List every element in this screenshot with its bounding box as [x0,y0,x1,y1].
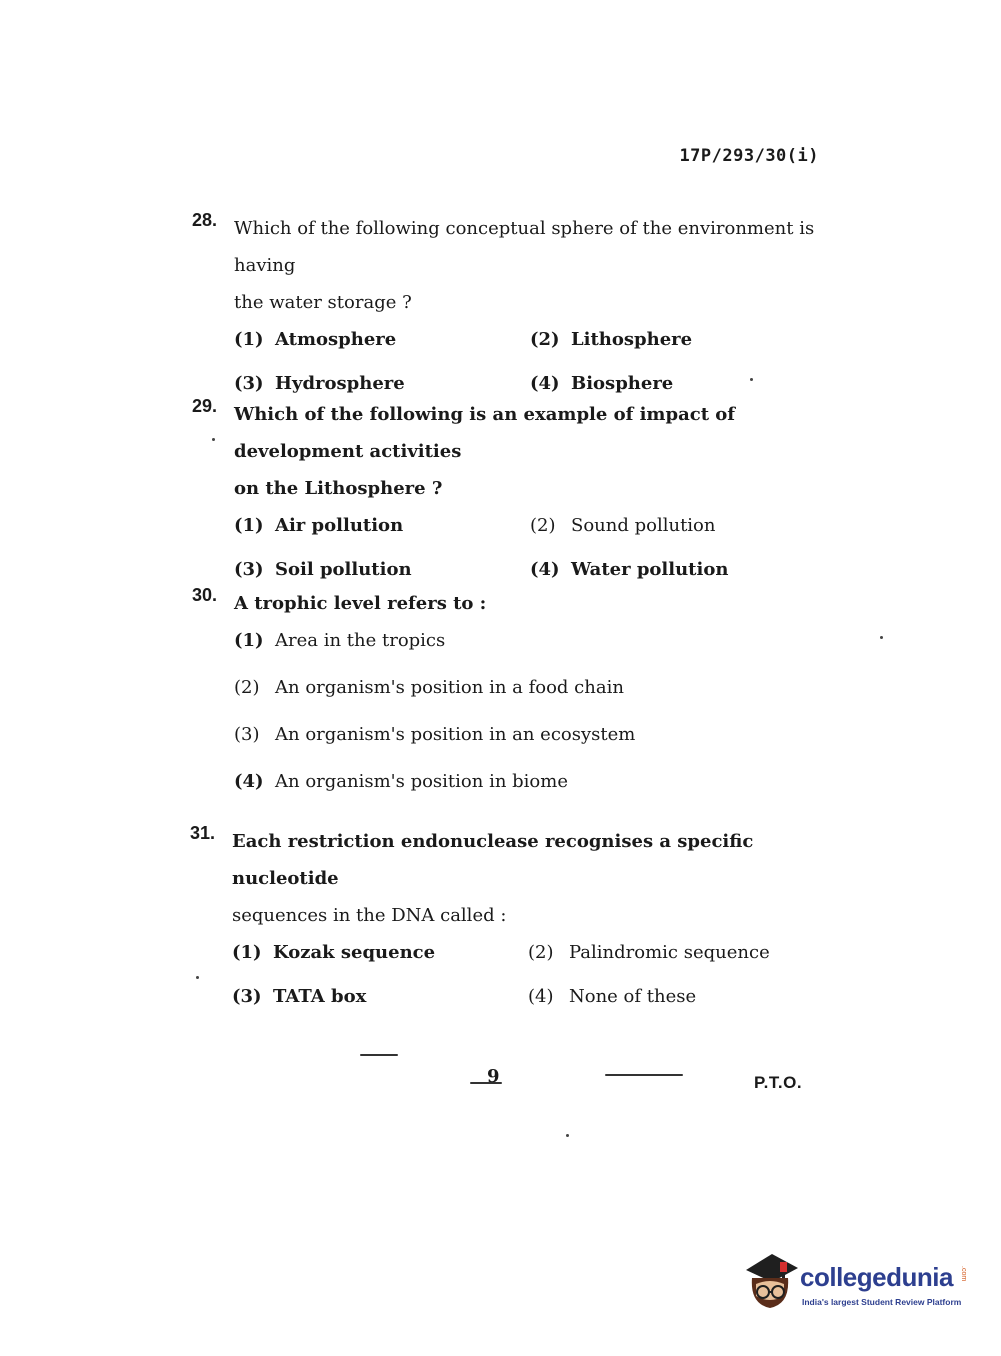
scan-smudge [360,1054,398,1056]
option-3: (3) Soil pollution [234,559,412,580]
collegedunia-logo-icon [742,1248,798,1312]
question-text: Each restriction endonuclease recognises a specific nucleotide sequences in the DNA called : [232,831,754,926]
option-1: (1) Atmosphere [234,329,397,350]
question-31 [190,823,820,1012]
scan-speck [880,636,883,639]
page-number: 9 [487,1066,500,1087]
options [234,511,822,585]
scan-smudge [605,1074,683,1076]
option-1: (1) Air pollution [234,515,404,536]
option-3: (3) TATA box [232,986,367,1007]
option-3: (3) Hydrosphere [234,373,405,394]
question-text: Which of the following conceptual sphere of the environment is having the water storage ? [234,218,815,313]
question-28 [192,210,822,399]
question-number: 28. [192,210,218,230]
option-4: (4) Biosphere [530,373,674,394]
question-30 [192,585,822,797]
pto-label: P.T.O. [754,1073,803,1092]
option-2: (2) An organism's position in a food chain [234,677,624,698]
question-text: A trophic level refers to : [234,593,487,614]
question-number: 29. [192,396,218,416]
option-4: (4) An organism's position in biome [234,771,568,792]
scan-speck [566,1134,569,1137]
scan-speck [196,976,199,979]
option-4: (4) None of these [528,986,697,1007]
option-1: (1) Kozak sequence [232,942,436,963]
option-1: (1) Area in the tropics [234,630,446,651]
brand-tagline: India's largest Student Review Platform [802,1297,962,1307]
options [232,938,820,1012]
option-2: (2) Sound pollution [530,515,716,536]
collegedunia-watermark [742,1248,972,1318]
brand-name: collegedunia [800,1262,953,1292]
question-number: 31. [190,823,216,843]
scan-speck [750,378,753,381]
question-29 [192,396,822,585]
option-2: (2) Palindromic sequence [528,942,770,963]
option-2: (2) Lithosphere [530,329,693,350]
scan-speck [212,438,215,441]
question-number: 30. [192,585,218,605]
paper-code: 17P/293/30(i) [679,146,819,166]
option-3: (3) An organism's position in an ecosystem [234,724,636,745]
question-text: Which of the following is an example of impact of development activities on the Lithosphere ? [234,404,736,499]
brand-tld: .com [960,1266,967,1282]
options [234,626,822,797]
option-4: (4) Water pollution [530,559,729,580]
options [234,325,822,399]
